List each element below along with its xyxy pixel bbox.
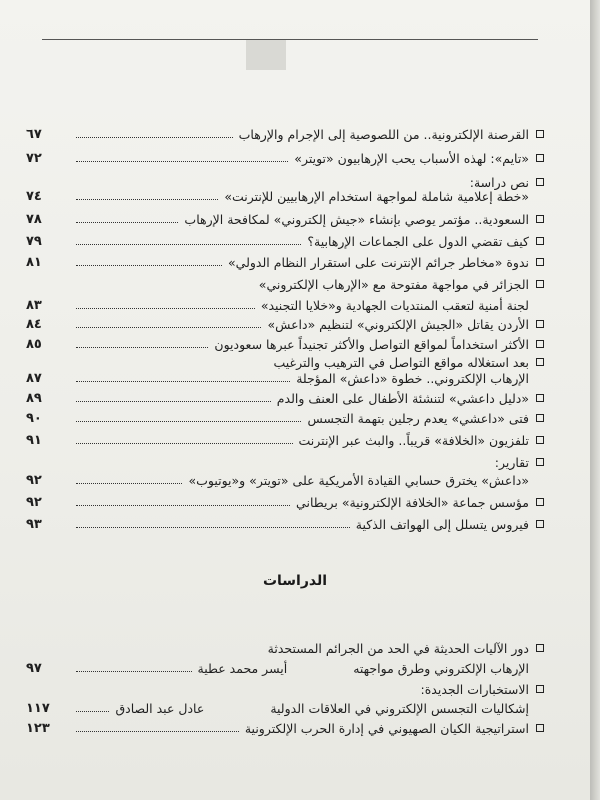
toc-entry-title: «دليل داعشي» لتنشئة الأطفال على العنف والدم xyxy=(276,391,529,406)
checkbox-bullet-icon xyxy=(536,436,544,444)
dot-leader xyxy=(76,483,182,484)
toc-entry xyxy=(26,369,544,389)
checkbox-bullet-icon xyxy=(536,237,544,245)
toc-entry-title: فيروس يتسلل إلى الهواتف الذكية xyxy=(355,517,529,532)
toc-entry-page-number: ٩٢ xyxy=(26,473,42,488)
toc-entry-title: الإرهاب الإلكتروني.. خطوة «داعش» المؤجلة xyxy=(296,371,529,386)
toc-entry-title: بعد استغلاله مواقع التواصل في الترهيب والترغيب xyxy=(273,355,529,370)
dot-leader xyxy=(76,671,192,672)
toc-entry xyxy=(26,315,544,335)
checkbox-bullet-icon xyxy=(536,498,544,506)
toc-entry-title: فتى «داعشي» يعدم رجلين بتهمة التجسس xyxy=(307,411,529,426)
toc-entry xyxy=(26,719,544,739)
toc-entry-title: كيف تقضي الدول على الجماعات الإرهابية؟ xyxy=(307,234,529,249)
toc-entry xyxy=(26,296,544,316)
toc-entry-title: «خطة إعلامية شاملة لمواجهة استخدام الإرهابيين للإنترنت» xyxy=(224,189,529,204)
toc-entry-page-number: ٨٣ xyxy=(26,298,42,313)
dot-leader xyxy=(76,731,239,732)
toc-entry-page-number: ٨٤ xyxy=(26,317,42,332)
toc-entry xyxy=(72,275,544,295)
toc-entry-page-number: ٧٩ xyxy=(26,234,42,249)
checkbox-bullet-icon xyxy=(536,685,544,693)
checkbox-bullet-icon xyxy=(536,520,544,528)
dot-leader xyxy=(76,421,301,422)
toc-entry-title: ندوة «مخاطر جرائم الإنترنت على استقرار النظام الدولي» xyxy=(228,255,529,270)
toc-entry xyxy=(26,515,544,535)
toc-entry xyxy=(26,389,544,409)
dot-leader xyxy=(76,265,222,266)
checkbox-bullet-icon xyxy=(536,458,544,466)
toc-entry-title: الأكثر استخداماً لمواقع التواصل والأكثر تجنيداً عبرها سعوديون xyxy=(214,337,529,352)
toc-entry-title: دور الآليات الحديثة في الحد من الجرائم المستحدثة xyxy=(267,641,529,656)
toc-entry-title: الإرهاب الإلكتروني وطرق مواجهته xyxy=(353,661,529,676)
toc-entry-title: الجزائر في مواجهة مفتوحة مع «الإرهاب الإلكتروني» xyxy=(258,277,529,292)
toc-entry-page-number: ٨١ xyxy=(26,255,42,270)
toc-entry xyxy=(72,639,544,659)
toc-entry-page-number: ٧٨ xyxy=(26,212,42,227)
dot-leader xyxy=(76,505,290,506)
toc-entry xyxy=(26,232,544,252)
checkbox-bullet-icon xyxy=(536,178,544,186)
checkbox-bullet-icon xyxy=(536,414,544,422)
toc-entry-page-number: ٦٧ xyxy=(26,127,42,142)
dot-leader xyxy=(76,327,261,328)
dot-leader xyxy=(76,308,255,309)
toc-entry-page-number: ١١٧ xyxy=(26,701,50,716)
checkbox-bullet-icon xyxy=(536,130,544,138)
header-rule xyxy=(42,39,538,40)
toc-entry xyxy=(26,149,544,169)
toc-entry-page-number: ٨٩ xyxy=(26,391,42,406)
dot-leader xyxy=(76,222,178,223)
toc-entry-title: استراتيجية الكيان الصهيوني في إدارة الحرب الإلكترونية xyxy=(244,721,529,736)
dot-leader xyxy=(76,443,293,444)
header-tab-mark xyxy=(246,40,286,70)
toc-entry-title: تقارير: xyxy=(494,455,529,470)
toc-entry-page-number: ٩٣ xyxy=(26,517,42,532)
toc-entry xyxy=(26,699,544,719)
toc-entry-page-number: ٩٧ xyxy=(26,661,42,676)
toc-entry-title: السعودية.. مؤتمر يوصي بإنشاء «جيش إلكتروني» لمكافحة الإرهاب xyxy=(184,212,529,227)
dot-leader xyxy=(76,401,271,402)
toc-entry-page-number: ٨٥ xyxy=(26,337,42,352)
checkbox-bullet-icon xyxy=(536,215,544,223)
toc-entry xyxy=(26,493,544,513)
dot-leader xyxy=(76,199,218,200)
toc-entry-title: الاستخبارات الجديدة: xyxy=(420,682,529,697)
dot-leader xyxy=(76,137,233,138)
toc-entry-page-number: ٧٤ xyxy=(26,189,42,204)
toc-entry-title: «داعش» يخترق حسابي القيادة الأمريكية على «تويتر» و«يوتيوب» xyxy=(188,473,529,488)
toc-entry-page-number: ٩٢ xyxy=(26,495,42,510)
toc-entry xyxy=(26,210,544,230)
toc-entry xyxy=(26,187,544,207)
toc-entry xyxy=(26,253,544,273)
dot-leader xyxy=(76,527,350,528)
toc-entry-page-number: ٩٠ xyxy=(26,411,42,426)
toc-entry xyxy=(72,453,544,473)
toc-entry-page-number: ٧٢ xyxy=(26,151,42,166)
toc-entry xyxy=(26,409,544,429)
checkbox-bullet-icon xyxy=(536,394,544,402)
checkbox-bullet-icon xyxy=(536,258,544,266)
page-edge xyxy=(590,0,600,800)
toc-entry-title: لجنة أمنية لتعقب المنتديات الجهادية و«خلايا التجنيد» xyxy=(260,298,529,313)
section-heading: الدراسات xyxy=(262,573,328,589)
toc-entry xyxy=(26,431,544,451)
toc-entry-title: «تايم»: لهذه الأسباب يحب الإرهابيون «تويتر» xyxy=(294,151,529,166)
toc-entry xyxy=(26,659,544,679)
toc-entry-title: نص دراسة: xyxy=(469,175,529,190)
toc-entry-title: مؤسس جماعة «الخلافة الإلكترونية» بريطاني xyxy=(296,495,529,510)
dot-leader xyxy=(76,711,109,712)
toc-entry-page-number: ١٢٣ xyxy=(26,721,50,736)
checkbox-bullet-icon xyxy=(536,358,544,366)
toc-entry-page-number: ٨٧ xyxy=(26,371,42,386)
toc-entry-page-number: ٩١ xyxy=(26,433,42,448)
toc-entry-author: عادل عبد الصادق xyxy=(115,701,205,716)
checkbox-bullet-icon xyxy=(536,340,544,348)
dot-leader xyxy=(76,347,208,348)
checkbox-bullet-icon xyxy=(536,724,544,732)
toc-entry xyxy=(26,335,544,355)
checkbox-bullet-icon xyxy=(536,154,544,162)
toc-entry xyxy=(26,125,544,145)
toc-entry-title: الأردن يقاتل «الجيش الإلكتروني» لتنظيم «داعش» xyxy=(267,317,529,332)
toc-entry xyxy=(26,471,544,491)
dot-leader xyxy=(76,381,290,382)
dot-leader xyxy=(76,161,288,162)
checkbox-bullet-icon xyxy=(536,644,544,652)
checkbox-bullet-icon xyxy=(536,280,544,288)
toc-entry xyxy=(72,680,544,700)
toc-entry-title: تلفزيون «الخلافة» قريباً.. والبث عبر الإنترنت xyxy=(298,433,529,448)
toc-entry-author: أيسر محمد عطية xyxy=(197,661,288,676)
checkbox-bullet-icon xyxy=(536,320,544,328)
toc-entry-title: إشكاليات التجسس الإلكتروني في العلاقات الدولية xyxy=(270,701,529,716)
toc-entry-title: القرصنة الإلكترونية.. من اللصوصية إلى الإجرام والإرهاب xyxy=(238,127,529,142)
dot-leader xyxy=(76,244,301,245)
